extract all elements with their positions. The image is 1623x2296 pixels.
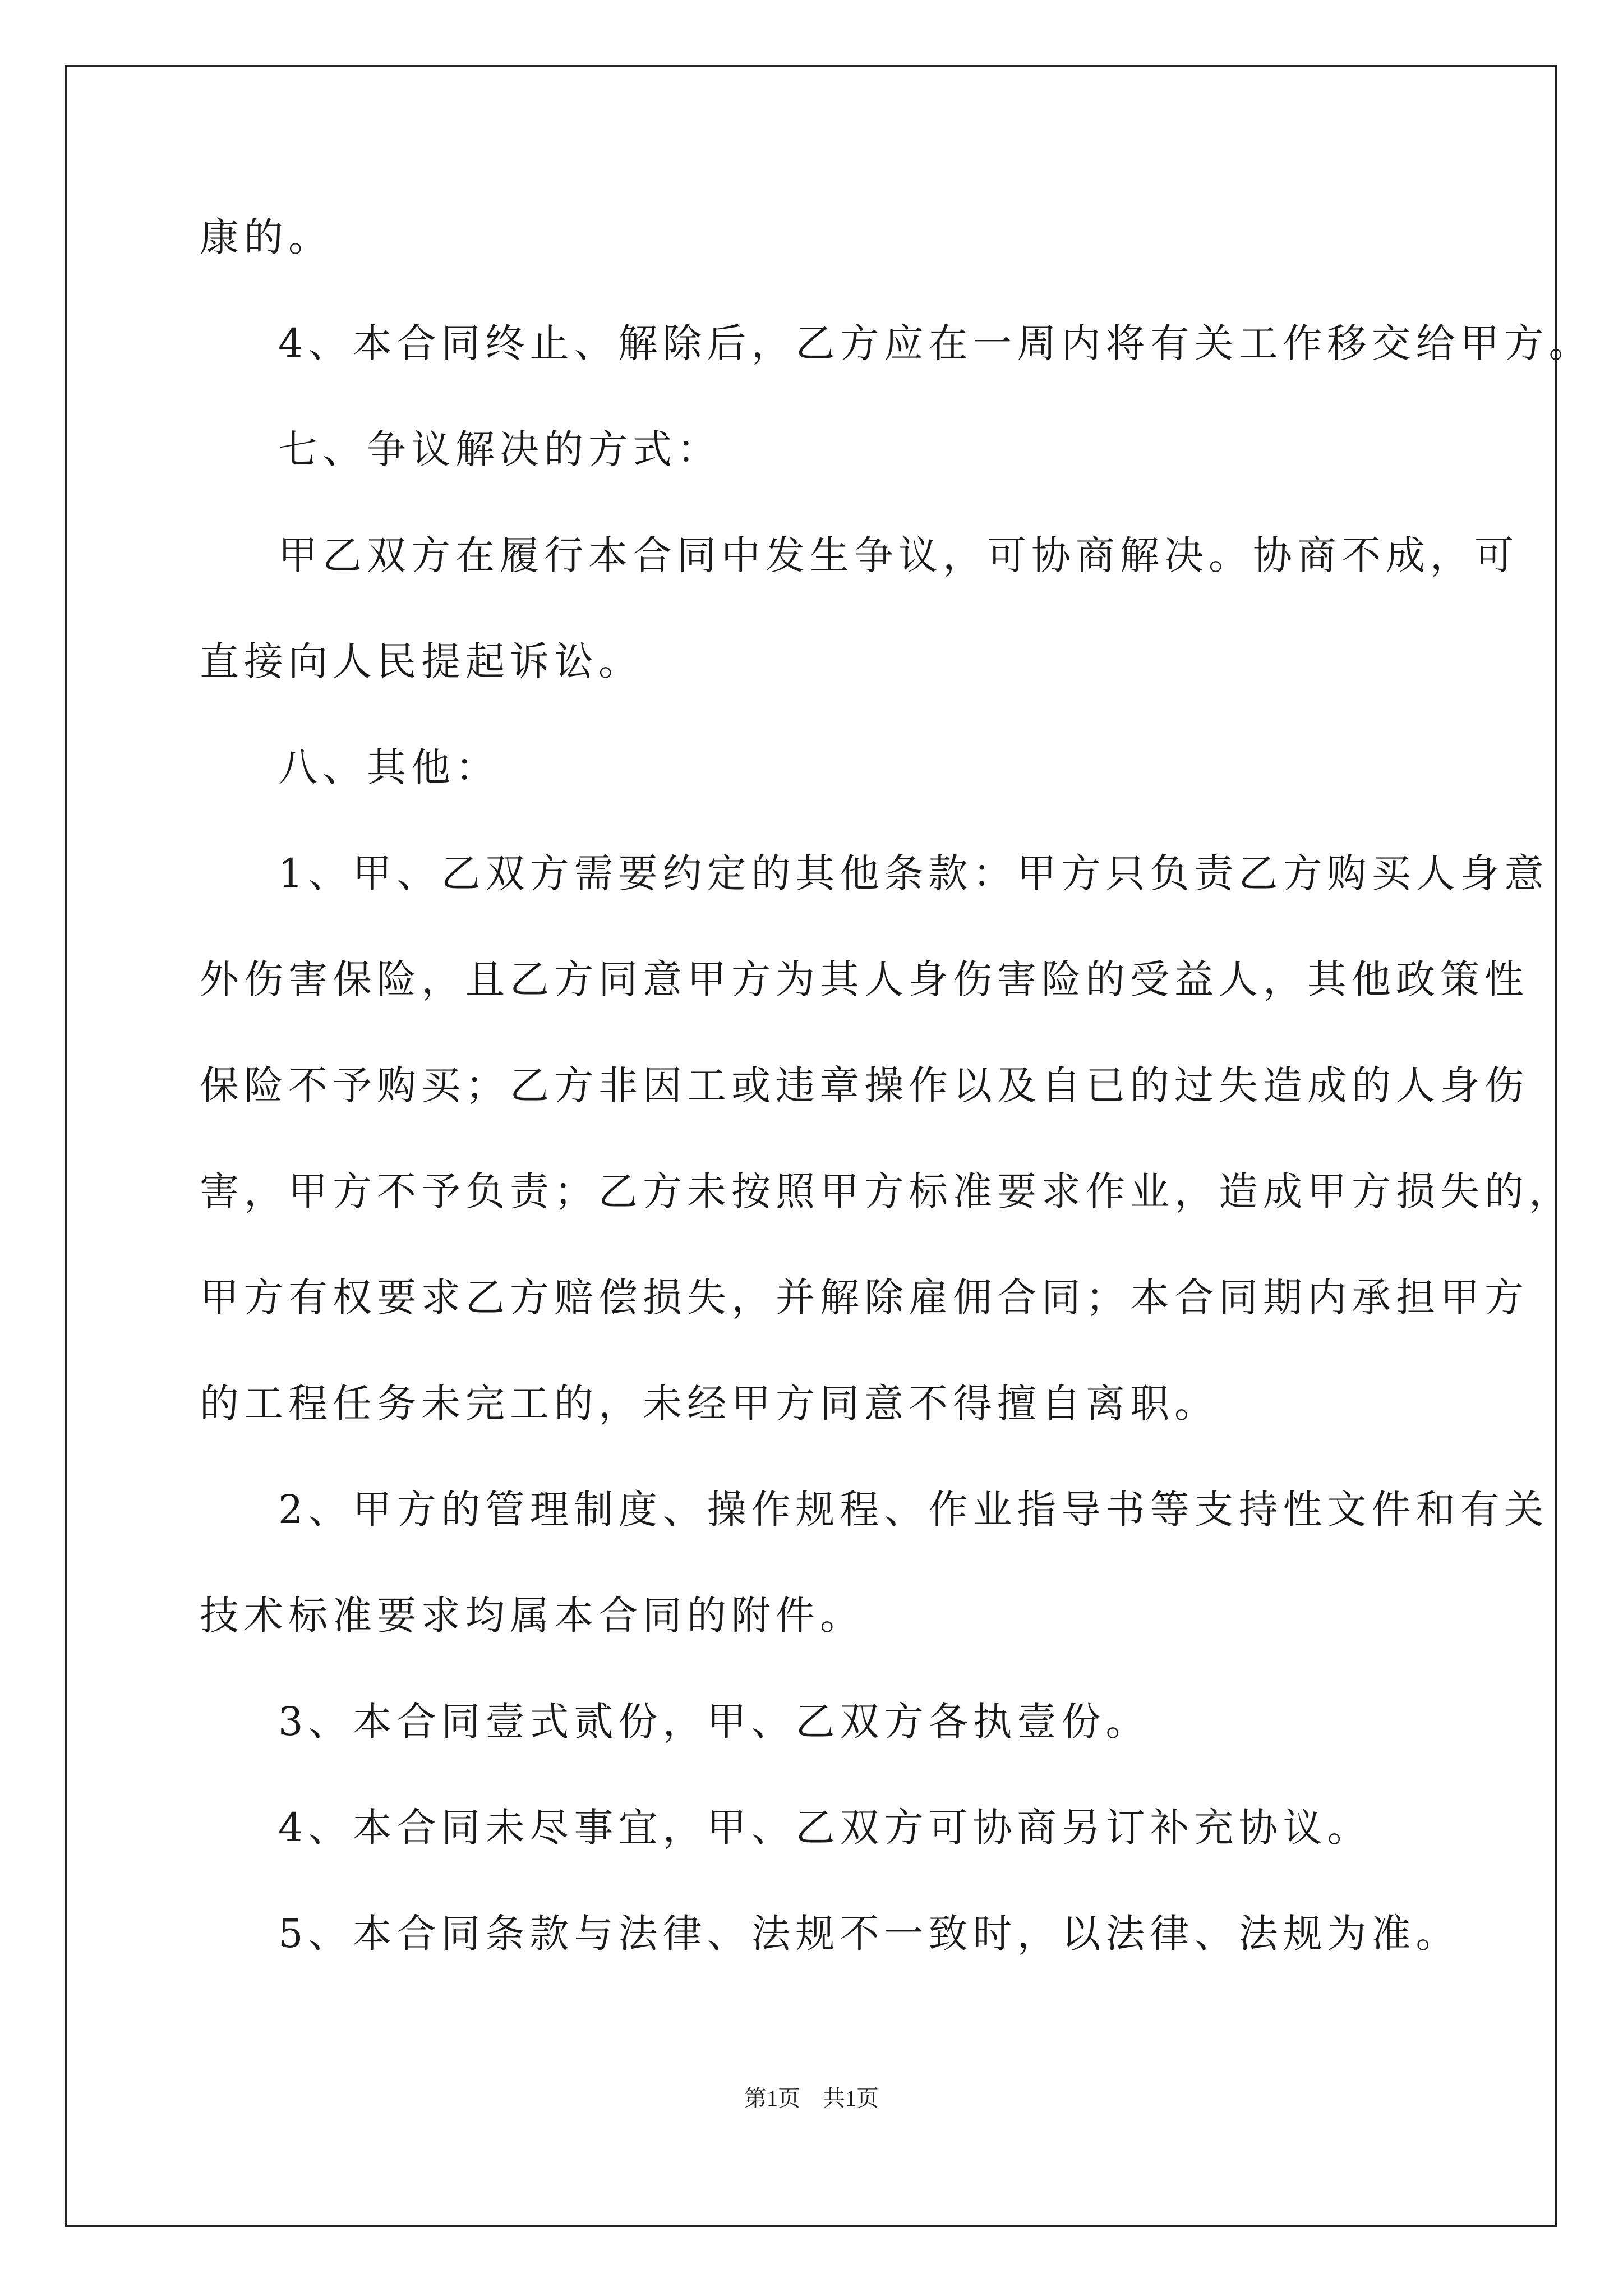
text-line: 3、本合同壹式贰份，甲、乙双方各执壹份。: [278, 1699, 1150, 1745]
text-line: 技术标准要求均属本合同的附件。: [200, 1593, 864, 1639]
section-heading: 八、其他：: [278, 744, 500, 790]
text-line: 的工程任务未完工的，未经甲方同意不得擅自离职。: [200, 1381, 1219, 1427]
text-line: 1、甲、乙双方需要约定的其他条款：甲方只负责乙方购买人身意: [278, 850, 1549, 896]
text-line: 外伤害保险，且乙方同意甲方为其人身伤害险的受益人，其他政策性: [200, 956, 1529, 1002]
text-line: 保险不予购买；乙方非因工或违章操作以及自已的过失造成的人身伤: [200, 1062, 1529, 1108]
text-line: 甲方有权要求乙方赔偿损失，并解除雇佣合同；本合同期内承担甲方: [200, 1274, 1529, 1320]
text-line: 甲乙双方在履行本合同中发生争议，可协商解决。协商不成，可: [278, 532, 1519, 578]
section-heading: 七、争议解决的方式：: [278, 426, 721, 472]
text-line: 4、本合同未尽事宜，甲、乙双方可协商另订补充协议。: [278, 1805, 1372, 1851]
text-line: 2、甲方的管理制度、操作规程、作业指导书等支持性文件和有关: [278, 1487, 1549, 1533]
text-line: 4、本合同终止、解除后，乙方应在一周内将有关工作移交给甲方。: [278, 320, 1593, 366]
text-line: 康的。: [200, 214, 333, 260]
page-footer: 第1页 共1页: [744, 2086, 879, 2111]
page-border: [65, 65, 1557, 2227]
text-line: 直接向人民提起诉讼。: [200, 638, 643, 684]
text-line: 5、本合同条款与法律、法规不一致时，以法律、法规为准。: [278, 1911, 1460, 1957]
text-line: 害，甲方不予负责；乙方未按照甲方标准要求作业，造成甲方损失的，: [200, 1168, 1573, 1214]
